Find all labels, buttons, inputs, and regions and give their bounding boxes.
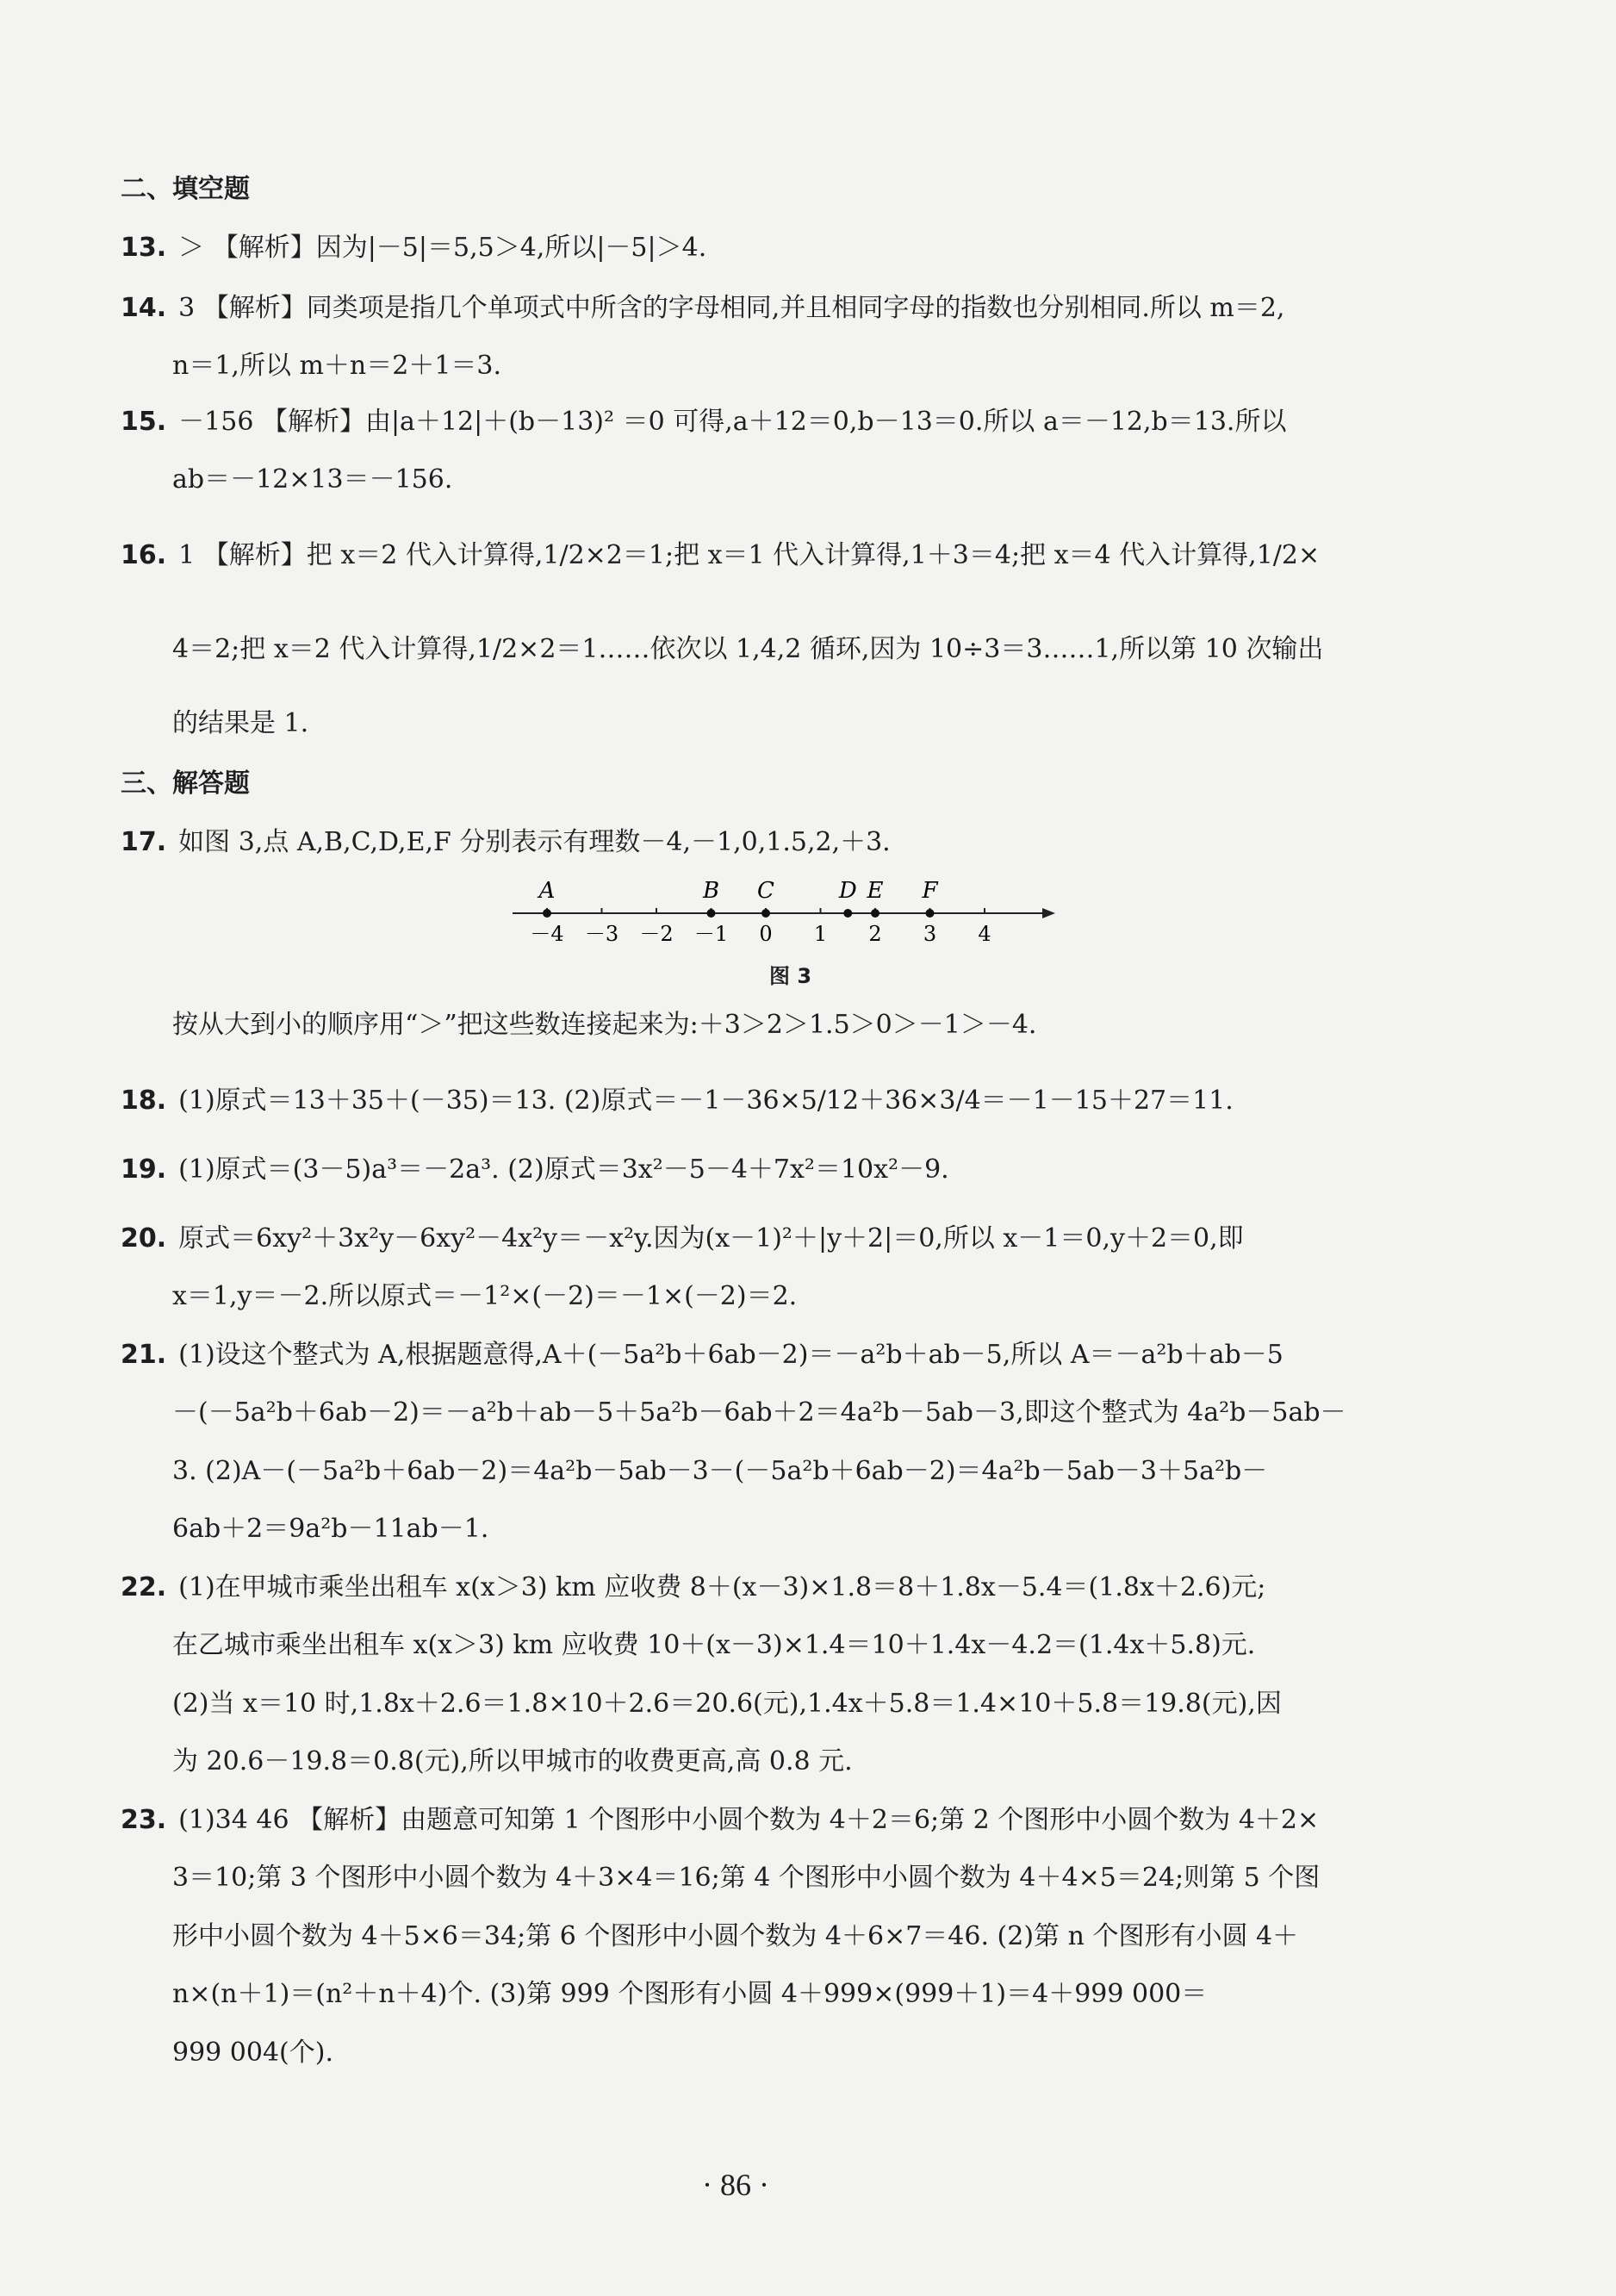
question-number: 14. [121,293,167,323]
point-B [707,909,716,918]
answer-22-cont: 为 20.6－19.8＝0.8(元),所以甲城市的收费更高,高 0.8 元. [172,1746,853,1776]
answer-22-cont: 在乙城市乘坐出租车 x(x＞3) km 应收费 10＋(x－3)×1.4＝10＋1.4x－4.2＝(1.4x＋5.8)元. [172,1630,1256,1660]
tick-label: 4 [978,922,991,946]
point-C [761,909,770,918]
tick-label: 0 [759,922,773,946]
point-label: F [922,878,938,904]
answer-16-cont: 4＝2;把 x＝2 代入计算得,1/2×2＝1……依次以 1,4,2 循环,因为 10÷3＝3……1,所以第 10 次输出 [172,634,1324,664]
question-number: 23. [121,1805,167,1835]
answer-17-cont: 按从大到小的顺序用“＞”把这些数连接起来为:＋3＞2＞1.5＞0＞－1＞－4. [172,1010,1037,1040]
answer-23-cont: n×(n＋1)＝(n²＋n＋4)个. (3)第 999 个图形有小圆 4＋999×(999＋1)＝4＋999 000＝ [172,1979,1208,2009]
tick-label: 2 [868,922,882,946]
section-heading-answer: 三、解答题 [121,768,250,799]
answer-text: 原式＝6xy²＋3x²y－6xy²－4x²y＝－x²y.因为(x－1)²＋|y＋2|＝0,所以 x－1＝0,y＋2＝0,即 [178,1223,1244,1254]
answer-19 [121,1153,1499,1187]
answer-17 [121,825,1499,860]
point-F [926,909,935,918]
question-number: 21. [121,1340,167,1370]
figure-caption: 图 3 [769,964,812,988]
question-number: 15. [121,407,167,437]
question-number: 13. [121,233,167,263]
answer-23-cont: 999 004(个). [172,2038,334,2068]
point-E [871,909,879,918]
answer-23-cont: 形中小圆个数为 4＋5×6＝34;第 6 个图形中小圆个数为 4＋6×7＝46. (2)第 n 个图形有小圆 4＋ [172,1921,1299,1951]
question-number: 20. [121,1223,167,1254]
answer-21-cont: 6ab＋2＝9a²b－11ab－1. [172,1514,489,1544]
answer-22-cont: (2)当 x＝10 时,1.8x＋2.6＝1.8×10＋2.6＝20.6(元),1.4x＋5.8＝1.4×10＋5.8＝19.8(元),因 [172,1689,1282,1719]
answer-20 [121,1222,1499,1256]
answer-15-cont: ab＝－12×13＝－156. [172,464,453,495]
answer-20-cont: x＝1,y＝－2.所以原式＝－1²×(－2)＝－1×(－2)＝2. [172,1281,798,1311]
question-number: 19. [121,1154,167,1185]
answer-23 [121,1803,1499,1838]
tick-label: 3 [923,922,937,946]
question-number: 17. [121,827,167,857]
point-label: E [867,878,884,904]
page-number: · 86 · [702,2168,769,2202]
point-D [843,909,852,918]
point-label: B [702,878,720,904]
answer-23-cont: 3＝10;第 3 个图形中小圆个数为 4＋3×4＝16;第 4 个图形中小圆个数为 4＋4×5＝24;则第 5 个图 [172,1863,1321,1893]
answer-text: (1)34 46 【解析】由题意可知第 1 个图形中小圆个数为 4＋2＝6;第 2 个图形中小圆个数为 4＋2× [178,1805,1320,1835]
answer-14-cont: n＝1,所以 m＋n＝2＋1＝3. [172,351,502,381]
tick-label: 1 [813,922,828,946]
question-number: 16. [121,540,167,570]
section-heading-fill-blank: 二、填空题 [121,174,250,204]
tick-label: －3 [584,922,619,946]
answer-text: (1)在甲城市乘坐出租车 x(x＞3) km 应收费 8＋(x－3)×1.8＝8＋1.8x－5.4＝(1.8x＋2.6)元; [178,1572,1266,1602]
answer-15 [121,405,1499,439]
answer-text: 如图 3,点 A,B,C,D,E,F 分别表示有理数－4,－1,0,1.5,2,＋3. [178,827,891,857]
answer-22 [121,1571,1499,1605]
answer-text: －156 【解析】由|a＋12|＋(b－13)² ＝0 可得,a＋12＝0,b－13＝0.所以 a＝－12,b＝13.所以 [178,407,1287,437]
tick-label: －4 [530,922,564,946]
number-line-arrow [1042,908,1055,918]
question-number: 18. [121,1086,167,1116]
answer-text: (1)原式＝13＋35＋(－35)＝13. (2)原式＝－1－36×5/12＋36×3/4＝－1－15＋27＝11. [178,1086,1234,1116]
point-label: A [538,878,556,904]
tick-label: －1 [693,922,729,946]
question-number: 22. [121,1572,167,1602]
answer-21-cont: 3. (2)A－(－5a²b＋6ab－2)＝4a²b－5ab－3－(－5a²b＋6ab－2)＝4a²b－5ab－3＋5a²b－ [172,1456,1268,1486]
answer-text: 3 【解析】同类项是指几个单项式中所含的字母相同,并且相同字母的指数也分别相同.所以 m＝2, [178,293,1285,323]
point-label: D [838,878,857,904]
tick-label: －2 [639,922,674,946]
answer-16 [121,538,1499,573]
answer-14 [121,291,1499,326]
point-A [543,909,551,918]
answer-text: ＞ 【解析】因为|－5|＝5,5＞4,所以|－5|＞4. [178,233,707,263]
answer-text: 1 【解析】把 x＝2 代入计算得,1/2×2＝1;把 x＝1 代入计算得,1＋3＝4;把 x＝4 代入计算得,1/2× [178,540,1321,570]
answer-21-cont: －(－5a²b＋6ab－2)＝－a²b＋ab－5＋5a²b－6ab＋2＝4a²b－5ab－3,即这个整式为 4a²b－5ab－ [172,1397,1346,1428]
point-label: C [757,878,774,904]
answer-21 [121,1338,1499,1372]
answer-16-cont: 的结果是 1. [172,708,309,738]
answer-18 [121,1084,1499,1118]
answer-text: (1)设这个整式为 A,根据题意得,A＋(－5a²b＋6ab－2)＝－a²b＋ab－5,所以 A＝－a²b＋ab－5 [178,1340,1283,1370]
answer-text: (1)原式＝(3－5)a³＝－2a³. (2)原式＝3x²－5－4＋7x²＝10x²－9. [178,1154,949,1185]
answer-13 [121,231,1499,265]
